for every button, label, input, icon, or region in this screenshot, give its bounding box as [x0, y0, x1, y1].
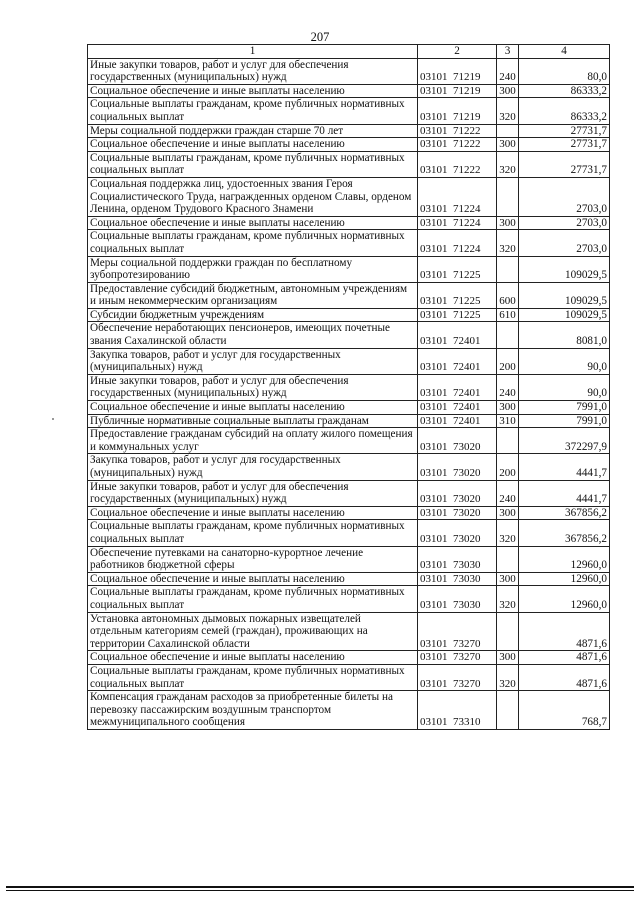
row-code: 03101 73270 — [418, 612, 497, 651]
row-code: 03101 71224 — [418, 177, 497, 216]
row-name: Меры социальной поддержки граждан старше 70 лет — [88, 124, 418, 138]
row-expense-type: 300 — [497, 84, 519, 98]
bottom-rule — [6, 886, 634, 888]
table-row — [88, 664, 610, 690]
row-amount: 2703,0 — [519, 216, 610, 230]
row-amount: 4441,7 — [519, 454, 610, 480]
row-code: 03101 73030 — [418, 546, 497, 572]
row-code: 03101 71225 — [418, 308, 497, 322]
row-expense-type: 200 — [497, 348, 519, 374]
row-code: 03101 71225 — [418, 282, 497, 308]
row-amount: 109029,5 — [519, 308, 610, 322]
table-row — [88, 138, 610, 152]
row-name: Установка автономных дымовых пожарных извещателей отдельным категориям семей (граждан), проживающих на территории Сахалинской области — [88, 612, 418, 651]
row-name: Закупка товаров, работ и услуг для государственных (муниципальных) нужд — [88, 454, 418, 480]
row-code: 03101 71222 — [418, 138, 497, 152]
row-name: Социальное обеспечение и иные выплаты населению — [88, 216, 418, 230]
row-code: 03101 71224 — [418, 230, 497, 256]
row-amount: 2703,0 — [519, 230, 610, 256]
row-amount: 367856,2 — [519, 506, 610, 520]
row-amount: 4871,6 — [519, 664, 610, 690]
row-expense-type — [497, 322, 519, 348]
row-name: Предоставление гражданам субсидий на оплату жилого помещения и коммунальных услуг — [88, 428, 418, 454]
table-row — [88, 691, 610, 730]
row-amount: 367856,2 — [519, 520, 610, 546]
row-expense-type: 240 — [497, 374, 519, 400]
row-expense-type: 320 — [497, 586, 519, 612]
row-code: 03101 71219 — [418, 58, 497, 84]
row-expense-type: 320 — [497, 151, 519, 177]
table-row — [88, 84, 610, 98]
row-expense-type: 310 — [497, 414, 519, 428]
row-code: 03101 73020 — [418, 454, 497, 480]
table-row — [88, 612, 610, 651]
row-expense-type — [497, 177, 519, 216]
row-name: Публичные нормативные социальные выплаты гражданам — [88, 414, 418, 428]
row-code: 03101 71222 — [418, 151, 497, 177]
row-amount: 90,0 — [519, 374, 610, 400]
scan-speck — [52, 418, 54, 420]
row-name: Предоставление субсидий бюджетным, автономным учреждениям и иным некоммерческим организациям — [88, 282, 418, 308]
row-expense-type: 300 — [497, 138, 519, 152]
row-code: 03101 71219 — [418, 84, 497, 98]
row-code: 03101 71222 — [418, 124, 497, 138]
row-amount: 109029,5 — [519, 256, 610, 282]
row-expense-type — [497, 124, 519, 138]
row-expense-type: 610 — [497, 308, 519, 322]
row-expense-type: 300 — [497, 506, 519, 520]
row-amount: 2703,0 — [519, 177, 610, 216]
row-expense-type: 200 — [497, 454, 519, 480]
row-name: Закупка товаров, работ и услуг для государственных (муниципальных) нужд — [88, 348, 418, 374]
row-name: Социальные выплаты гражданам, кроме публичных нормативных социальных выплат — [88, 230, 418, 256]
table-row — [88, 506, 610, 520]
row-code: 03101 73030 — [418, 572, 497, 586]
table-row — [88, 520, 610, 546]
row-expense-type: 600 — [497, 282, 519, 308]
row-amount: 7991,0 — [519, 414, 610, 428]
row-amount: 7991,0 — [519, 401, 610, 415]
table-row — [88, 546, 610, 572]
row-name: Социальное обеспечение и иные выплаты населению — [88, 572, 418, 586]
row-expense-type — [497, 546, 519, 572]
row-expense-type: 320 — [497, 230, 519, 256]
table-row — [88, 454, 610, 480]
row-name: Социальные выплаты гражданам, кроме публичных нормативных социальных выплат — [88, 151, 418, 177]
budget-table — [87, 44, 610, 730]
row-amount: 109029,5 — [519, 282, 610, 308]
row-code: 03101 72401 — [418, 401, 497, 415]
row-code: 03101 72401 — [418, 322, 497, 348]
row-name: Социальное обеспечение и иные выплаты населению — [88, 651, 418, 665]
row-name: Социальное обеспечение и иные выплаты населению — [88, 506, 418, 520]
row-expense-type: 300 — [497, 401, 519, 415]
table-row — [88, 98, 610, 124]
row-amount: 27731,7 — [519, 124, 610, 138]
row-code: 03101 73310 — [418, 691, 497, 730]
row-name: Социальные выплаты гражданам, кроме публичных нормативных социальных выплат — [88, 520, 418, 546]
row-expense-type — [497, 256, 519, 282]
row-name: Иные закупки товаров, работ и услуг для обеспечения государственных (муниципальных) нужд — [88, 374, 418, 400]
row-amount: 90,0 — [519, 348, 610, 374]
row-name: Иные закупки товаров, работ и услуг для обеспечения государственных (муниципальных) нужд — [88, 480, 418, 506]
row-amount: 27731,7 — [519, 138, 610, 152]
table-row — [88, 124, 610, 138]
row-amount: 27731,7 — [519, 151, 610, 177]
row-code: 03101 71219 — [418, 98, 497, 124]
row-code: 03101 73030 — [418, 586, 497, 612]
page-number: 207 — [310, 30, 330, 44]
table-row — [88, 586, 610, 612]
row-code: 03101 72401 — [418, 414, 497, 428]
row-name: Иные закупки товаров, работ и услуг для обеспечения государственных (муниципальных) нужд — [88, 58, 418, 84]
row-amount: 12960,0 — [519, 572, 610, 586]
row-name: Социальное обеспечение и иные выплаты населению — [88, 401, 418, 415]
row-amount: 80,0 — [519, 58, 610, 84]
row-amount: 4871,6 — [519, 651, 610, 665]
row-expense-type: 300 — [497, 572, 519, 586]
row-code: 03101 72401 — [418, 348, 497, 374]
table-row — [88, 177, 610, 216]
row-expense-type — [497, 428, 519, 454]
table-row — [88, 58, 610, 84]
table-row — [88, 480, 610, 506]
row-code: 03101 72401 — [418, 374, 497, 400]
row-expense-type: 320 — [497, 98, 519, 124]
row-expense-type: 320 — [497, 520, 519, 546]
row-amount: 8081,0 — [519, 322, 610, 348]
row-code: 03101 71225 — [418, 256, 497, 282]
row-amount: 768,7 — [519, 691, 610, 730]
table-row — [88, 414, 610, 428]
table-row — [88, 572, 610, 586]
table-row — [88, 256, 610, 282]
row-name: Социальные выплаты гражданам, кроме публичных нормативных социальных выплат — [88, 586, 418, 612]
table-header-row — [88, 45, 610, 59]
row-amount: 86333,2 — [519, 98, 610, 124]
column-header-code: 2 — [418, 45, 497, 59]
table-row — [88, 308, 610, 322]
row-expense-type: 300 — [497, 651, 519, 665]
row-name: Меры социальной поддержки граждан по бесплатному зубопротезированию — [88, 256, 418, 282]
table-row — [88, 322, 610, 348]
table-row — [88, 374, 610, 400]
row-amount: 4441,7 — [519, 480, 610, 506]
row-name: Субсидии бюджетным учреждениям — [88, 308, 418, 322]
row-code: 03101 73020 — [418, 480, 497, 506]
row-expense-type: 240 — [497, 480, 519, 506]
row-expense-type: 240 — [497, 58, 519, 84]
row-name: Компенсация гражданам расходов за приобретенные билеты на перевозку пассажирским воздушным транспортом межмуниципального сообщения — [88, 691, 418, 730]
column-header-expense-type: 3 — [497, 45, 519, 59]
row-expense-type — [497, 612, 519, 651]
table-row — [88, 282, 610, 308]
row-name: Социальная поддержка лиц, удостоенных звания Героя Социалистического Труда, награжденных орденом Славы, орденом Ленина, орденом Трудового Красного Знамени — [88, 177, 418, 216]
table-row — [88, 230, 610, 256]
row-expense-type: 320 — [497, 664, 519, 690]
row-amount: 12960,0 — [519, 546, 610, 572]
column-header-amount: 4 — [519, 45, 610, 59]
row-code: 03101 73020 — [418, 428, 497, 454]
row-code: 03101 71224 — [418, 216, 497, 230]
row-name: Социальные выплаты гражданам, кроме публичных нормативных социальных выплат — [88, 98, 418, 124]
row-code: 03101 73270 — [418, 651, 497, 665]
column-header-name: 1 — [88, 45, 418, 59]
row-code: 03101 73020 — [418, 506, 497, 520]
bottom-rule-thin — [6, 890, 634, 891]
row-name: Обеспечение путевками на санаторно-курортное лечение работников бюджетной сферы — [88, 546, 418, 572]
row-expense-type — [497, 691, 519, 730]
table-row — [88, 348, 610, 374]
table-row — [88, 428, 610, 454]
row-amount: 372297,9 — [519, 428, 610, 454]
table-row — [88, 151, 610, 177]
row-amount: 86333,2 — [519, 84, 610, 98]
row-name: Социальные выплаты гражданам, кроме публичных нормативных социальных выплат — [88, 664, 418, 690]
row-name: Обеспечение неработающих пенсионеров, имеющих почетные звания Сахалинской области — [88, 322, 418, 348]
table-row — [88, 401, 610, 415]
row-code: 03101 73020 — [418, 520, 497, 546]
row-name: Социальное обеспечение и иные выплаты населению — [88, 84, 418, 98]
table-row — [88, 216, 610, 230]
row-code: 03101 73270 — [418, 664, 497, 690]
row-expense-type: 300 — [497, 216, 519, 230]
row-name: Социальное обеспечение и иные выплаты населению — [88, 138, 418, 152]
table-body — [88, 58, 610, 729]
table-row — [88, 651, 610, 665]
row-amount: 12960,0 — [519, 586, 610, 612]
row-amount: 4871,6 — [519, 612, 610, 651]
